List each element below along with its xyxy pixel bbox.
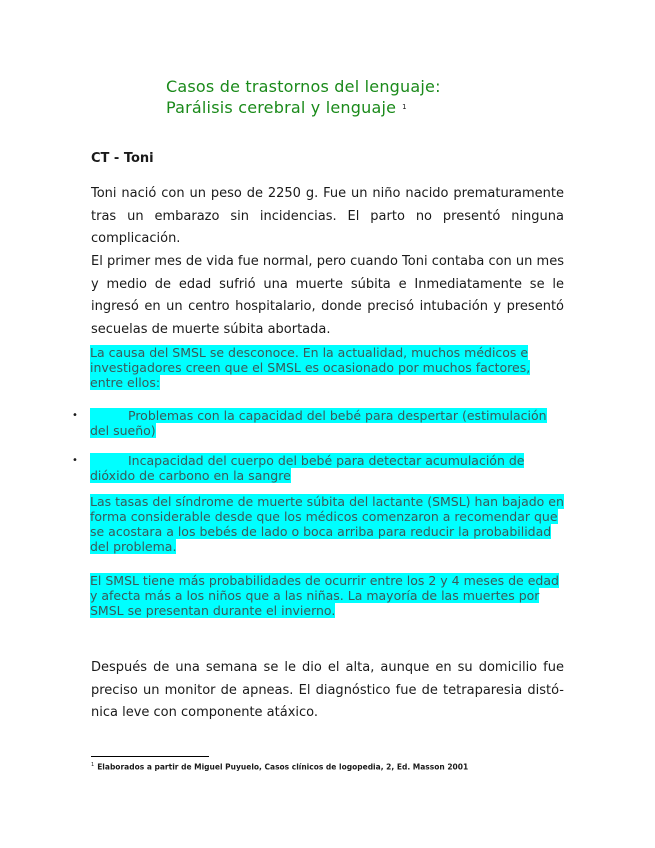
highlight-rates-text: Las tasas del síndrome de muerte súbita del lactante (SMSL) han bajado en forma considerable desde que los médicos comenzaron a recomendar que se acostara a los bebés de lado o boca arriba para reducir la probabilidad del problema. (90, 494, 564, 554)
bullet-item-1 (90, 408, 565, 438)
bullet-icon: • (72, 410, 78, 421)
title-line-1: Casos de trastornos del lenguaje: (166, 77, 441, 96)
document-title (166, 77, 441, 118)
highlight-intro-text: La causa del SMSL se desconoce. En la actualidad, muchos médicos e investigadores creen que el SMSL es ocasionado por muchos factores, entre ellos: (90, 345, 531, 390)
footnote-divider (91, 756, 209, 757)
highlight-age (90, 573, 565, 618)
title-footnote-marker: 1 (402, 103, 407, 111)
paragraph-first-month: El primer mes de vida fue normal, pero cuando Toni contaba con un mes y medio de edad sufrió una muerte súbita e Inmediatamente se le ingresó en un centro hospitalario, donde precisó intubación y presentó secuelas de muerte súbita abortada. (91, 254, 564, 337)
title-line-2 (166, 97, 441, 118)
title-line-2-text: Parálisis cerebral y lenguaje (166, 98, 397, 117)
bullet-item-1-text (90, 408, 547, 438)
paragraph-birth: Toni nació con un peso de 2250 g. Fue un niño nacido prematuramente tras un embarazo sin incidencias. El parto no presentó ninguna complicación. (91, 186, 564, 246)
highlight-intro (90, 345, 565, 390)
highlight-rates (90, 494, 565, 554)
footnote-text: Elaborados a partir de Miguel Puyuelo, Casos clínicos de logopedia, 2, Ed. Masson 2001 (97, 762, 469, 772)
bullet-item-2 (90, 453, 565, 483)
bullet-icon: • (72, 455, 78, 466)
bullet-item-2-text (90, 453, 524, 483)
paragraph-closing: Después de una semana se le dio el alta, aunque en su domicilio fue preciso un monitor de apneas. El diagnóstico fue de tetraparesia distó-nica leve con componente atáxico. (91, 660, 564, 720)
bullet-item-2-label: Incapacidad del cuerpo del bebé para detectar acumulación de dióxido de carbono en la sangre (90, 453, 525, 483)
footnote-marker: 1 (91, 762, 95, 768)
highlight-age-text: El SMSL tiene más probabilidades de ocurrir entre los 2 y 4 meses de edad y afecta más a los niños que a las niñas. La mayoría de las muertes por SMSL se presentan durante el invierno. (90, 573, 559, 618)
bullet-item-1-label: Problemas con la capacidad del bebé para despertar (estimulación del sueño) (90, 408, 547, 438)
case-title: CT - Toni (91, 151, 154, 166)
footnote (91, 762, 468, 772)
